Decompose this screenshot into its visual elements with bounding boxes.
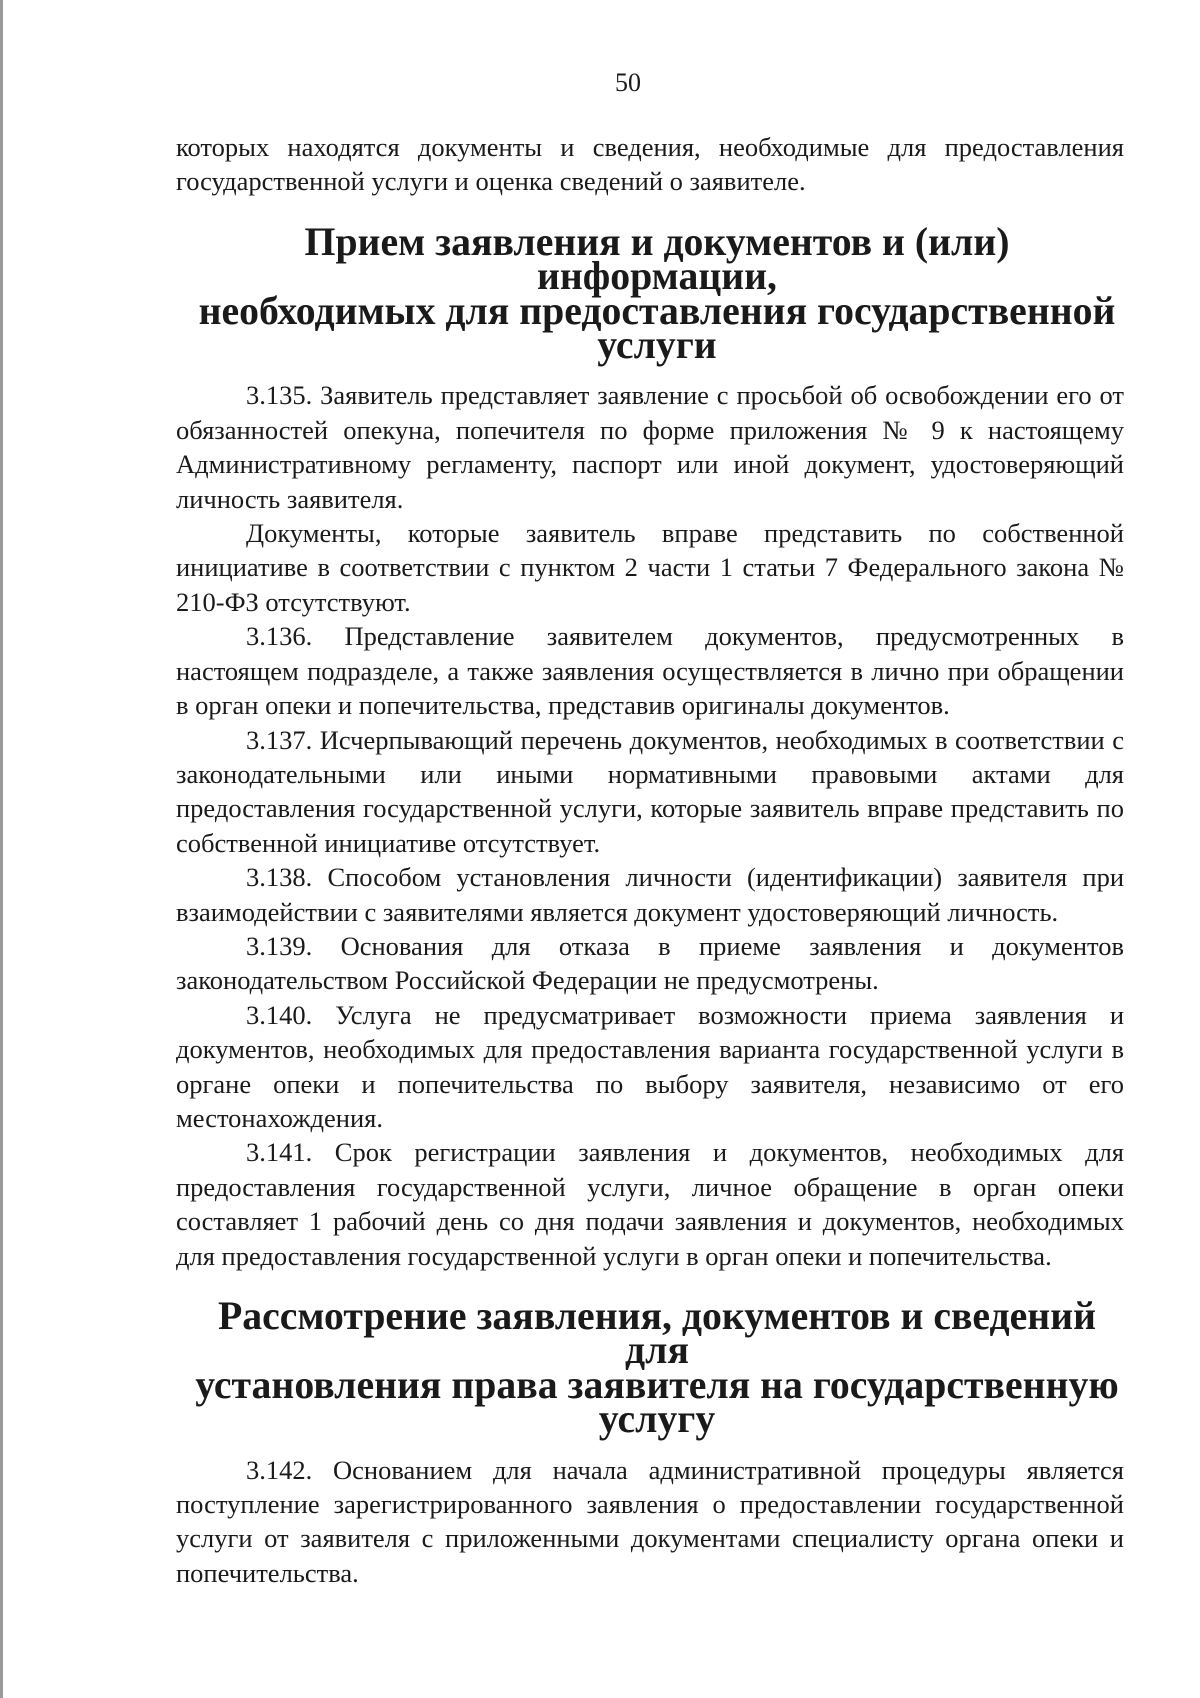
paragraph-3-142: 3.142. Основанием для начала административной процедуры является поступление зарегистрированного заявления о предоставлении государственной услуги от заявителя с приложенными документами специалисту органа опеки и попечительства.: [176, 1454, 1124, 1588]
document-body: [176, 130, 1124, 1590]
paragraph-3-138: 3.138. Способом установления личности (идентификации) заявителя при взаимодействии с заявителями является документ удостоверяющий личность.: [176, 862, 1124, 927]
paragraph-3-136: 3.136. Представление заявителем документов, предусмотренных в настоящем подразделе, а также заявления осуществляется в лично при обращении в орган опеки и попечительства, представив оригиналы документов.: [176, 621, 1124, 721]
paragraph-3-141: 3.141. Срок регистрации заявления и документов, необходимых для предоставления государственной услуги, личное обращение в орган опеки составляет 1 рабочий день со дня подачи заявления и документов, необходимых для предоставления государственной услуги в орган опеки и попечительства.: [176, 1137, 1124, 1271]
section-heading-review: [176, 1294, 1124, 1442]
paragraph-3-140: 3.140. Услуга не предусматривает возможности приема заявления и документов, необходимых для предоставления варианта государственной услуги в органе опеки и попечительства по выбору заявителя, независимо от его местонахождения.: [176, 999, 1124, 1133]
section-heading-line: Прием заявления и документов и (или) информации,: [304, 219, 1010, 299]
section-heading-line: установления права заявителя на государственную услугу: [195, 1362, 1119, 1442]
paragraph-3-139: 3.139. Основания для отказа в приеме заявления и документов законодательством Российской Федерации не предусмотрены.: [176, 930, 1124, 996]
scan-edge: [0, 0, 3, 1698]
section-heading-reception: [176, 219, 1124, 368]
section-heading-line: Рассмотрение заявления, документов и сведений для: [217, 1294, 1097, 1373]
page-number: 50: [615, 68, 641, 97]
paragraph-3-137: 3.137. Исчерпывающий перечень документов, необходимых в соответствии с законодательными или иными нормативными правовыми актами для предоставления государственной услуги, которые заявитель вправе представить по собственной инициативе отсутствует.: [176, 724, 1124, 858]
intro-paragraph: которых находятся документы и сведения, необходимые для предоставления государственной услуги и оценка сведений о заявителе.: [176, 132, 1124, 197]
section-heading-line: необходимых для предоставления государственной услуги: [198, 288, 1116, 368]
paragraph-documents-initiative: Документы, которые заявитель вправе представить по собственной инициативе в соответствии с пунктом 2 части 1 статьи 7 Федерального закона № 210-ФЗ отсутствуют.: [176, 518, 1124, 617]
paragraph-3-135: 3.135. Заявитель представляет заявление с просьбой об освобождении его от обязанностей опекуна, попечителя по форме приложения № 9 к настоящему Административному регламенту, паспорт или иной документ, удостоверяющий личность заявителя.: [176, 380, 1124, 514]
